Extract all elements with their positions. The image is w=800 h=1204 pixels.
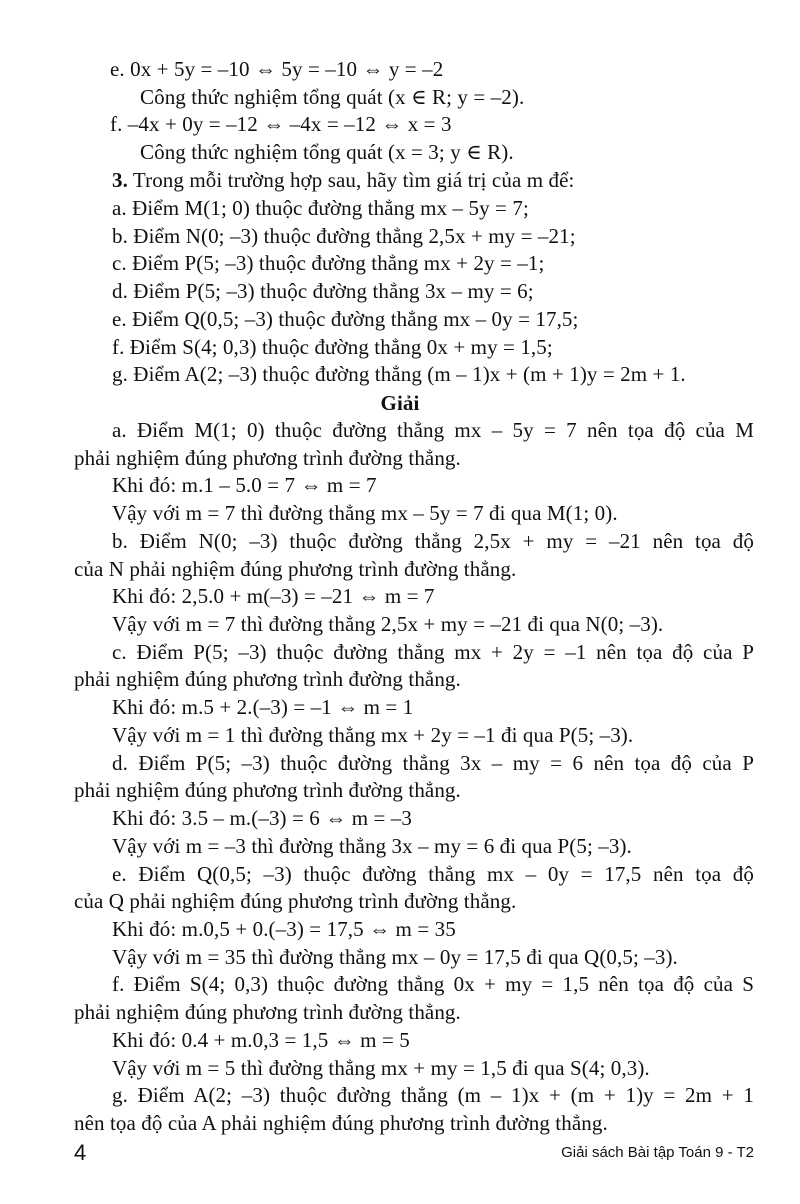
text-line: d. Điểm P(5; –3) thuộc đường thẳng 3x – my = 6; [112,279,534,303]
text-line: Khi đó: m.0,5 + 0.(–3) = 17,5 ⇔ m = 35 [112,917,456,941]
exercise-heading [112,167,754,194]
text-line: e. Điểm Q(0,5; –3) thuộc đường thẳng mx – 0y = 17,5 nên tọa độ [112,862,754,886]
text-line: e. 0x + 5y = –10 ⇔ 5y = –10 ⇔ y = –2 [110,57,444,81]
text-line: Vậy với m = 7 thì đường thẳng mx – 5y = 7 đi qua M(1; 0). [112,501,618,525]
text-line: Công thức nghiệm tổng quát (x ∈ R; y = –2). [140,85,525,109]
text-line: phải nghiệm đúng phương trình đường thẳng. [74,667,461,691]
exercise-number: 3. [112,168,128,192]
text-line: e. Điểm Q(0,5; –3) thuộc đường thẳng mx – 0y = 17,5; [112,307,579,331]
text-line: Khi đó: 0.4 + m.0,3 = 1,5 ⇔ m = 5 [112,1028,410,1052]
text-line: a. Điểm M(1; 0) thuộc đường thẳng mx – 5y = 7 nên tọa độ của M [112,418,754,442]
text-line: Vậy với m = 7 thì đường thẳng 2,5x + my = –21 đi qua N(0; –3). [112,612,664,636]
text-line: g. Điểm A(2; –3) thuộc đường thẳng (m – 1)x + (m + 1)y = 2m + 1 [112,1083,754,1107]
text-line: f. Điểm S(4; 0,3) thuộc đường thẳng 0x + my = 1,5 nên tọa độ của S [112,972,754,996]
text-line: phải nghiệm đúng phương trình đường thẳng. [74,446,461,470]
text-line: phải nghiệm đúng phương trình đường thẳng. [74,1000,461,1024]
text-line: Khi đó: m.5 + 2.(–3) = –1 ⇔ m = 1 [112,695,414,719]
text-line: nên tọa độ của A phải nghiệm đúng phương trình đường thẳng. [74,1111,608,1135]
text-line: của Q phải nghiệm đúng phương trình đường thẳng. [74,889,517,913]
text-line: c. Điểm P(5; –3) thuộc đường thẳng mx + 2y = –1; [112,251,545,275]
text-line: Vậy với m = 5 thì đường thẳng mx + my = 1,5 đi qua S(4; 0,3). [112,1056,650,1080]
text-line: g. Điểm A(2; –3) thuộc đường thẳng (m – 1)x + (m + 1)y = 2m + 1. [112,362,686,386]
page-footer [74,1140,754,1164]
text-line: Công thức nghiệm tổng quát (x = 3; y ∈ R). [140,140,514,164]
exercise-prompt: Trong mỗi trường hợp sau, hãy tìm giá trị của m để: [127,168,575,192]
text-line: Vậy với m = –3 thì đường thẳng 3x – my = 6 đi qua P(5; –3). [112,834,632,858]
text-line: d. Điểm P(5; –3) thuộc đường thẳng 3x – my = 6 nên tọa độ của P [112,751,754,775]
text-line: b. Điểm N(0; –3) thuộc đường thẳng 2,5x + my = –21 nên tọa độ [112,529,754,553]
text-line: Khi đó: 2,5.0 + m(–3) = –21 ⇔ m = 7 [112,584,435,608]
solution-heading: Giải [380,391,420,415]
text-line: f. Điểm S(4; 0,3) thuộc đường thẳng 0x + my = 1,5; [112,335,553,359]
text-line: c. Điểm P(5; –3) thuộc đường thẳng mx + 2y = –1 nên tọa độ của P [112,640,754,664]
text-line: Vậy với m = 35 thì đường thẳng mx – 0y = 17,5 đi qua Q(0,5; –3). [112,945,678,969]
page-number: 4 [74,1140,87,1165]
text-line: f. –4x + 0y = –12 ⇔ –4x = –12 ⇔ x = 3 [110,112,452,136]
text-line: a. Điểm M(1; 0) thuộc đường thẳng mx – 5y = 7; [112,196,529,220]
text-line: Vậy với m = 1 thì đường thẳng mx + 2y = –1 đi qua P(5; –3). [112,723,634,747]
text-line: Khi đó: m.1 – 5.0 = 7 ⇔ m = 7 [112,473,377,497]
text-line: phải nghiệm đúng phương trình đường thẳng. [74,778,461,802]
book-title: Giải sách Bài tập Toán 9 - T2 [561,1144,754,1161]
text-line: b. Điểm N(0; –3) thuộc đường thẳng 2,5x + my = –21; [112,224,576,248]
text-line: Khi đó: 3.5 – m.(–3) = 6 ⇔ m = –3 [112,806,412,830]
text-line: của N phải nghiệm đúng phương trình đường thẳng. [74,557,517,581]
